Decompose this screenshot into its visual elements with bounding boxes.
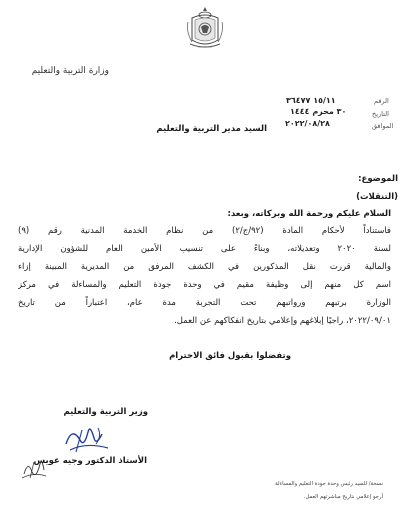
subject-label: الموضوع: [358, 174, 398, 184]
handwritten-signature [62, 420, 114, 456]
body-line: الوزارة برتبهم ورواتبهم تحت التجربة مدة عام، اعتباراً من تاريخ [18, 298, 391, 308]
reference-number-label: الرقم [374, 97, 389, 105]
greeting: السلام عليكم ورحمة الله وبركاته، وبعد: [227, 209, 391, 219]
cc-recipient: نسخة/ للسيد رئيس وحدة جودة التعليم والمساءلة [275, 481, 383, 487]
body-line: فاستناداً لأحكام المادة (٩٢/ج/٢) من نظام الخدمة المدنية رقم (٩) [18, 226, 391, 236]
reference-number-value: ١٥/١١ ٣٦٤٧٧ [286, 96, 336, 105]
handwritten-initials [20, 456, 48, 482]
body-line: والمالية قررت نقل المذكورين في الكشف المرفق من المديرية المبينة إزاء [18, 262, 391, 272]
closing-phrase: وتفضلوا بقبول فائق الاحترام [169, 351, 291, 361]
ministry-name: وزارة التربية والتعليم [31, 66, 109, 76]
signer-title: وزير التربية والتعليم [63, 407, 148, 417]
body-line: لسنة ٢٠٢٠ وتعديلاته، وبناءً على تنسيب الأمين العام للشؤون الإدارية [18, 244, 391, 254]
addressee: السيد مدير التربية والتعليم [156, 124, 267, 134]
body-line: ٢٠٢٢/٠٩/٠١، راجيًا إبلاغهم وإعلامي بتاريخ انفكاكهم عن العمل. [174, 316, 391, 326]
coat-of-arms-emblem [184, 4, 226, 50]
corresponding-date-label: الموافق [372, 122, 394, 130]
cc-note: أرجو إعلامي بتاريخ مباشرتهم العمل. [303, 494, 383, 500]
subject-value: (التنقلات) [356, 192, 398, 202]
body-line: اسم كل منهم إلى وظيفة مقيم في وحدة جودة التعليم والمساءلة في مركز [18, 280, 391, 290]
hijri-date-value: ٣٠ محرم ١٤٤٤ [290, 107, 347, 116]
signer-name: الأستاذ الدكتور وجيه عويس [33, 456, 147, 466]
date-label: التاريخ [372, 110, 389, 118]
gregorian-date-value: ٢٠٢٢/٠٨/٢٨ [285, 119, 330, 128]
